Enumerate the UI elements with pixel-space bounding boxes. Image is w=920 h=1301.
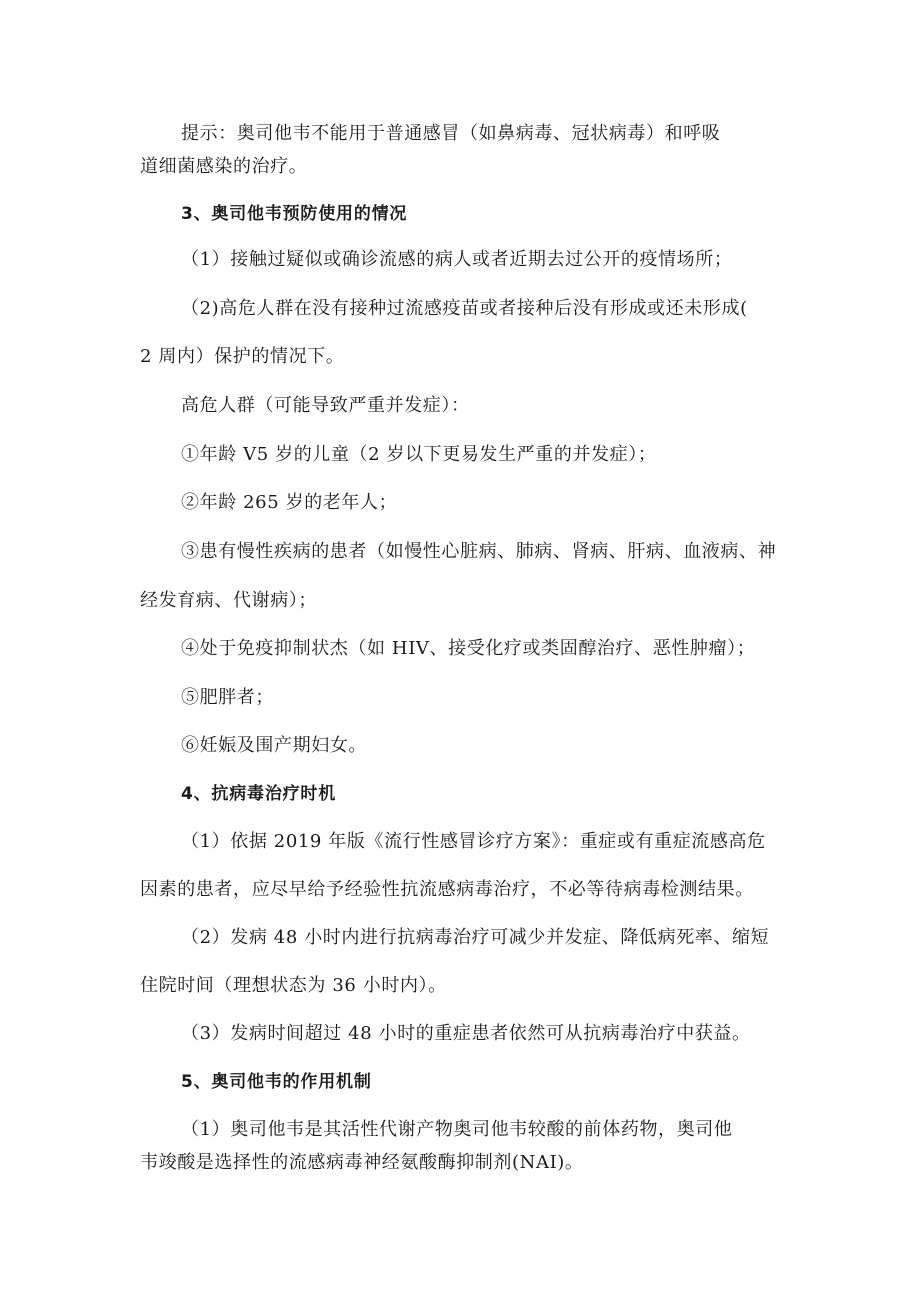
high-risk-item-6: ⑥妊娠及围产期妇女。	[181, 735, 367, 756]
section-5-heading: 5、奥司他韦的作用机制	[181, 1072, 372, 1092]
section-4-item-2-line-2: 住院时间（理想状态为 36 小时内）。	[140, 975, 447, 996]
high-risk-item-4: ④处于免疫抑制状杰（如 HIV、接受化疗或类固醇治疗、恶性肿瘤）；	[181, 638, 756, 659]
section-4-item-3: （3）发病时间超过 48 小时的重症患者依然可从抗病毒治疗中获益。	[181, 1023, 751, 1044]
high-risk-item-5: ⑤肥胖者；	[181, 687, 274, 708]
section-3-item-2-line-1: （2)高危人群在没有接种过流感疫苗或者接种后没有形成或还未形成(	[181, 298, 748, 319]
section-5-item-1-line-2: 韦竣酸是选择性的流感病毒神经氨酸酶抑制剂(NAI)。	[140, 1152, 584, 1173]
high-risk-item-3-line-2: 经发育病、代谢病）；	[140, 590, 317, 611]
section-3-item-1: （1）接触过疑似或确诊流感的病人或者近期去过公开的疫情场所；	[181, 249, 733, 270]
high-risk-item-3-line-1: ③患有慢性疾病的患者（如慢性心脏病、肺病、肾病、肝病、血液病、神	[181, 541, 777, 562]
high-risk-item-2: ②年龄 265 岁的老年人；	[181, 492, 398, 513]
high-risk-item-1: ①年龄 V5 岁的儿童（2 岁以下更易发生严重的并发症）；	[181, 444, 657, 465]
section-4-item-2-line-1: （2）发病 48 小时内进行抗病毒治疗可减少并发症、降低病死率、缩短	[181, 927, 770, 948]
section-5-item-1-line-1: （1）奥司他韦是其活性代谢产物奥司他韦较酸的前体药物，奥司他	[181, 1119, 733, 1140]
section-3-item-2-line-2: 2 周内）保护的情况下。	[140, 346, 345, 367]
tip-paragraph-line-1: 提示：奥司他韦不能用于普通感冒（如鼻病毒、冠状病毒）和呼吸	[181, 123, 721, 144]
section-4-item-1-line-1: （1）依据 2019 年版《流行性感冒诊疗方案》：重症或有重症流感高危	[181, 831, 766, 852]
tip-paragraph-line-2: 道细菌感染的治疗。	[140, 156, 308, 177]
section-4-item-1-line-2: 因素的患者，应尽早给予经验性抗流感病毒治疗，不必等待病毒检测结果。	[140, 879, 754, 900]
section-3-heading: 3、奥司他韦预防使用的情况	[181, 204, 408, 224]
section-4-heading: 4、抗病毒治疗时机	[181, 784, 337, 804]
high-risk-title: 高危人群（可能导致严重并发症）：	[181, 395, 470, 416]
